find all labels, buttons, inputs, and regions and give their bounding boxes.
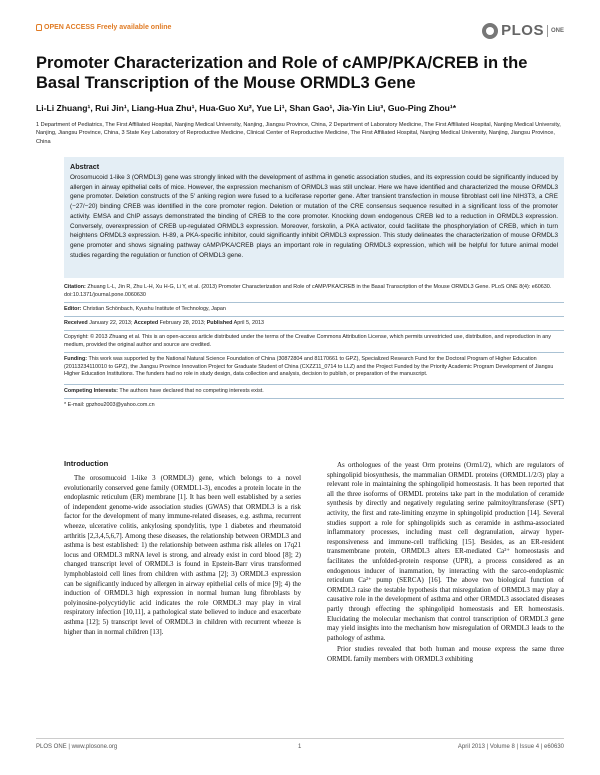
- open-lock-icon: [36, 24, 42, 31]
- journal-name: ONE: [550, 27, 564, 34]
- logo-divider: [547, 25, 548, 37]
- interests-block: [64, 388, 564, 396]
- meta-divider: [64, 384, 564, 385]
- editor-text: Christian Schönbach, Kyushu Institute of Technology, Japan: [82, 306, 226, 312]
- published-date: April 5, 2013: [233, 320, 264, 326]
- affiliations: 1 Department of Pediatrics, The First Affiliated Hospital, Nanjing Medical University, Nanjing, Jiangsu Province, China, 2 Department of Laboratory Medicine, The First Affiliated Hospital, Nanjing Medical University, Nanjing, Jiangsu Province, China, 3 State Key Laboratory of Reproductive Medicine, Clinical Center of Reproductive Medicine, The First Affiliated Hospital, Nanjing Medical University, Nanjing, Jiangsu Province, China: [36, 122, 561, 145]
- paragraph: Prior studies revealed that both human and mouse express the same three ORMDL family members with ORMDL3 exhibiting: [327, 645, 564, 663]
- body-column-right: [327, 461, 564, 666]
- funding-label: Funding:: [64, 356, 88, 362]
- received-date: January 22, 2013;: [89, 320, 133, 326]
- editor-label: Editor:: [64, 306, 82, 312]
- copyright-text: Copyright: © 2013 Zhuang et al. This is an open-access article distributed under the terms of the Creative Commons Attribution License, which permits unrestricted use, distribution, and reproduction in any medium, provided the original author and source are credited.: [64, 334, 551, 348]
- citation-block: [64, 284, 564, 299]
- plos-one-logo: [482, 22, 564, 39]
- meta-divider: [64, 302, 564, 303]
- abstract-text: Orosomucoid 1-like 3 (ORMDL3) gene was strongly linked with the development of asthma in genetic association studies, and its expression could be significantly induced by allergen in airway epithelial cells of mice. However, the expression mechanism of ORMDL3 was still unclear. Here we have identified and characterized the mouse ORMDL3 gene promoter. Deletion constructs of the 5′ anking region were fused to a luciferase reporter gene. After transient transfection in mouse fibroblast cell line NIH3T3, a CRE (−27/−20) binding CREB was identified in the core promoter region. Deletion or mutation of the CRE consensus sequence resulted in a significant loss of the promoter activity. EMSA and ChIP assays demonstrated the binding of CREB to the core promoter. Knocking down endogenous CREB led to a reduction in ORMDL3 expression. Conversely, overexpression of CREB up-regulated ORMDL3 expression. Moreover, forskolin, a PKA activator, could facilitate the phosphorylation of CREB, which in turn heightens ORMDL3 expression. H-89, a PKA-specific inhibitor, could significantly inhibit ORMDL3 expression. This study delineates the characterization of mouse ORMDL3 gene promoter and shows signaling pathway cAMP/PKA/CREB plays an important role in regulating ORMDL3 expression, which will be helpful for future animal model studies regarding the regulation or function of ORMDL3 gene.: [70, 174, 558, 259]
- received-label: Received: [64, 320, 88, 326]
- article-title: Promoter Characterization and Role of cAMP/PKA/CREB in the Basal Transcription of the Mouse ORMDL3 Gene: [36, 54, 528, 92]
- meta-divider: [64, 316, 564, 317]
- abstract-heading: Abstract: [70, 162, 100, 171]
- journal-header: [36, 22, 564, 44]
- published-label: Published: [206, 320, 233, 326]
- funding-block: [64, 356, 564, 379]
- author-list: Li-Li Zhuang¹, Rui Jin¹, Liang-Hua Zhu¹, Hua-Guo Xu², Yue Li¹, Shan Gao¹, Jia-Yin Liu³, Guo-Ping Zhou¹*: [36, 103, 457, 113]
- page-number: 1: [298, 744, 302, 750]
- open-access-label: OPEN ACCESS: [44, 24, 95, 31]
- open-access-logo: [36, 24, 171, 31]
- abstract-box: [64, 157, 564, 278]
- paragraph: The orosomucoid 1-like 3 (ORMDL3) gene, which belongs to a novel evolutionarily conserved gene family (ORMDL1-3), encodes a protein locate in the endoplasmic reticulum (ER) membrane [1]. It has been well established by a series of independent genome-wide association studies (GWAS) that ORMDL3 is a risk factor for the development of many immune-related diseases, e.g. asthma, recurrent wheeze, ulcerative colitis, ankylosing spondylitis, type 1 diabetes and rheumatoid arthritis [2,3,4,5,6,7]. Among these diseases, the relationship between ORMDL3 and asthma is best established: 1) the relationship between asthma risk alleles on 17q21 locus and ORMDL3 mRNA level is strong, and already exist in cord blood [8]; 2) changed transcript level of ORMDL3 is found in Epstein-Barr virus transformed lymphoblastoid cell lines from children with asthma [2]; 3) ORMDL3 expression can be significantly induced by allergen in airway epithelial cells of mice [9]; 4) the induction of ORMDL3 high expression in normal human lung fibroblasts by polyinosine-polycytidylic acid indicates the role ORMDL3 may play in viral respiratory infection [10,11], a pathological state believed to induce and exacerbate asthma [12]; 5) transcript level of ORMDL3 in children with recurrent wheeze is higher than in normal children [13].: [64, 474, 301, 636]
- meta-divider: [64, 330, 564, 331]
- accepted-label: Accepted: [133, 320, 159, 326]
- interests-text: The authors have declared that no competing interests exist.: [119, 388, 264, 394]
- plos-logo-icon: [482, 23, 498, 39]
- page-footer: [36, 738, 564, 750]
- plos-brand-text: PLOS: [501, 22, 544, 39]
- paragraph: As orthologues of the yeast Orm proteins (Orm1/2), which are regulators of sphingolipid biosynthesis, the mammalian ORMDL proteins (ORMDL1/2/3) play a relevant role in maintaining the sphingolipid homeostasis. It has been reported that all the three isoforms of ORMDL proteins take part in the modulation of ceramide synthesis by directly and negatively regulating serine palmitoyltransferase (SPT) activity, the first and rate-limiting enzyme in sphingolipid production [14]. Several studies support a role for sphingolipids such as ceramide in asthma-associated inflammatory processes, including mast cell degranulation, airway hyper-responsiveness and immune-cell trafficking [15]. Besides, as an ER-resident transmembrane protein, ORMDL3 alters ER-mediated Ca²⁺ homeostasis and facilitates the unfolded-protein response (UPR), a process considered as an endogenous inducer of inammation, by interacting with the sarco-endoplasmic reticulum Ca²⁺ pump (SERCA) [16]. The above two biological function of ORMDL3 raise the testable hypothesis that misregulation of ORMDL3 may play a causative role in the development of asthma and other ORMDL3 associated diseases partly through effecting the sphingolipid homeostasis and ER homeostasis. Elucidating the molecular mechanism that control transcription of ORMDL3 gene may yield insights into the mechanism how misregulation of ORMDL3 leads to the pathology of asthma.: [327, 461, 564, 642]
- editor-block: [64, 306, 564, 314]
- citation-label: Citation:: [64, 284, 86, 290]
- introduction-heading: Introduction: [64, 459, 109, 468]
- freely-available-label: Freely available online: [96, 24, 172, 31]
- body-column-left: [64, 474, 301, 639]
- meta-divider: [64, 398, 564, 399]
- dates-block: [64, 320, 564, 328]
- corresponding-email: * E-mail: gpzhou2003@yahoo.com.cn: [64, 402, 155, 408]
- funding-text: This work was supported by the National Natural Science Foundation of China (30872804 and 81170661 to GPZ), Specialized Research Fund for the Doctoral Program of Higher Education (20113234110010 to GPZ), the Jiangsu Province Innovation Project for Graduate Student of China (CXZZ11_0714 to LLZ) and the Project Funded by the Priority Academic Program Development of Jiangsu Higher Education Institutions. The funders had no role in study design, data collection and analysis, decision to publish, or preparation of the manuscript.: [64, 356, 554, 378]
- accepted-date: February 28, 2013;: [159, 320, 206, 326]
- citation-text: Zhuang L-L, Jin R, Zhu L-H, Xu H-G, Li Y, et al. (2013) Promoter Characterization and Role of cAMP/PKA/CREB in the Basal Transcription of the Mouse ORMDL3 Gene. PLoS ONE 8(4): e60630. doi:10.1371/journal.pone.0060630: [64, 284, 552, 298]
- meta-divider: [64, 352, 564, 353]
- interests-label: Competing Interests:: [64, 388, 118, 394]
- footer-journal: PLOS ONE | www.plosone.org: [36, 744, 118, 750]
- footer-issue: April 2013 | Volume 8 | Issue 4 | e60630: [457, 744, 564, 750]
